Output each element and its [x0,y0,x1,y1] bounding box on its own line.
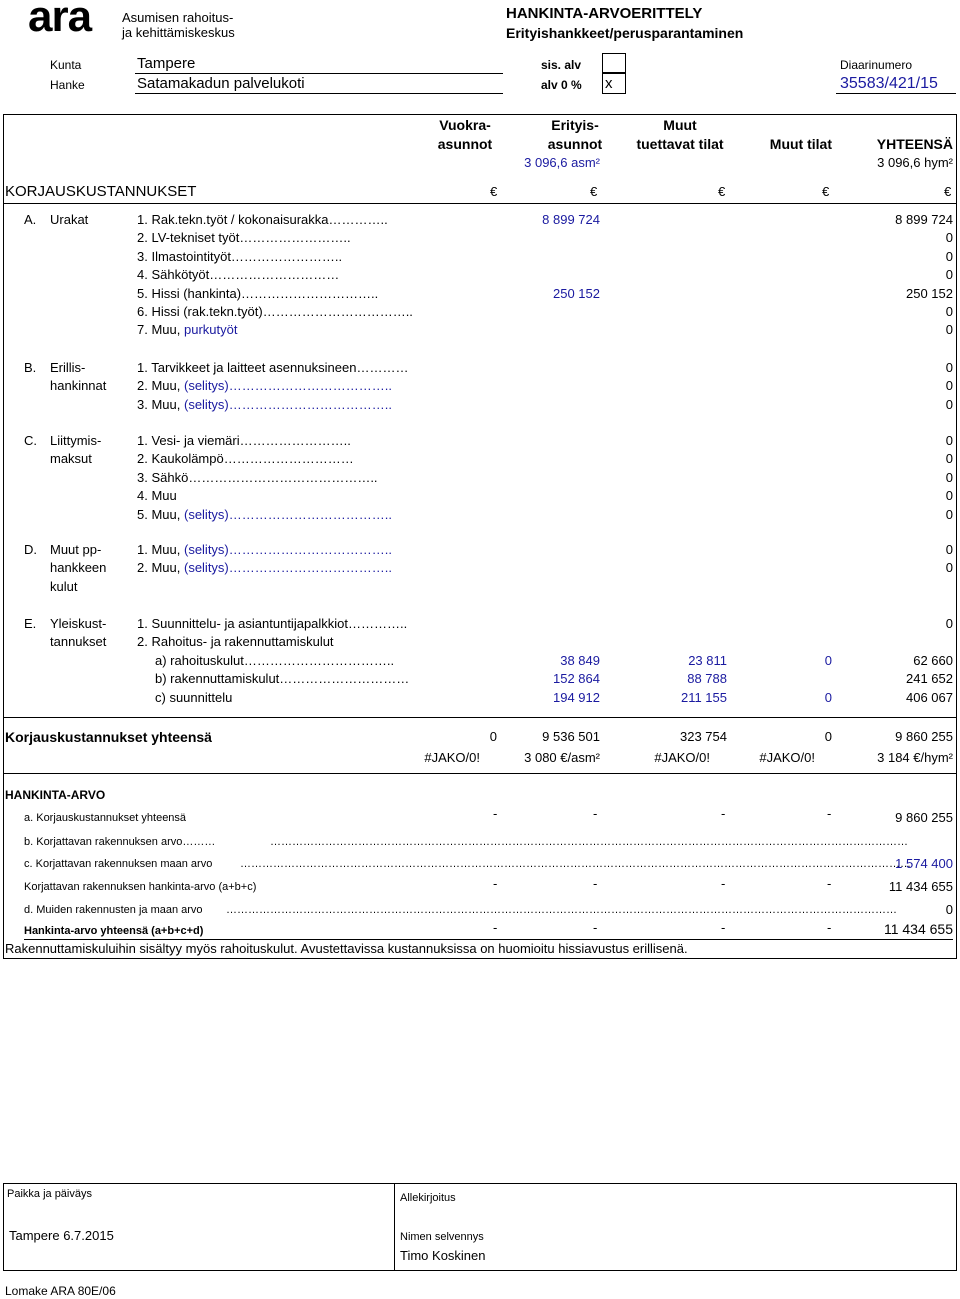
cost-row-text: 2. Kaukolämpö………………………… [137,451,354,467]
cost-cell-tot: 0 [945,248,953,264]
place-value[interactable]: Tampere 6.7.2015 [9,1228,114,1243]
cost-cell-c3: 88 788 [687,671,727,687]
per-area-c3: #JAKO/0! [654,750,710,765]
cost-row-text: 3. Sähkö…………………………………….. [137,469,378,485]
cost-row-explanation[interactable]: (selitys)……………………………….. [183,396,392,412]
cost-row-explanation[interactable]: (selitys)……………………………….. [183,542,392,557]
hankinta-a-dash1: - [493,806,498,821]
cost-cell-tot: 0 [945,560,953,576]
logo-mark: ara [28,0,92,41]
hankinta-sum-dash2: - [593,876,598,891]
hankinta-d-dots: ………………………………………………………………………………………………………………………………………………………………… [226,904,897,916]
cost-cell-tot: 0 [945,360,953,375]
name-value[interactable]: Timo Koskinen [400,1248,486,1263]
cost-cell-c2: 8 899 724 [542,212,600,227]
cost-row-label [155,690,232,705]
group-name: Muut pp- [50,542,102,557]
hankinta-sum-dash4: - [827,876,832,891]
cost-row-text: c) suunnittelu [155,689,233,705]
cost-cell-tot: 241 652 [906,671,953,687]
hankinta-a-dash4: - [827,806,832,821]
cost-row-label [137,378,392,393]
group-code: C. [24,433,37,448]
col-muut-line2: tuettavat tilat [636,136,724,152]
currency-c4: € [822,184,830,199]
cost-cell-tot: 62 660 [913,652,953,668]
kunta-label: Kunta [50,58,82,72]
hankinta-total-dash1: - [493,920,498,935]
col-erityis-header [530,117,620,152]
alv0-label: alv 0 % [541,78,582,92]
sign-label: Allekirjoitus [400,1192,456,1204]
kunta-underline [135,73,503,74]
hankinta-c-dots: ………………………………………………………………………………………………………………………………………………………………… [240,858,911,870]
cost-cell-c2: 250 152 [553,285,600,301]
totals-label: Korjauskustannukset yhteensä [5,729,212,745]
group-name-line2: hankkeen [50,560,107,576]
col-muut-line1: Muut [663,117,697,133]
cost-row-label [137,230,351,245]
cost-cell-tot: 0 [945,451,953,467]
cost-row-label [137,267,339,282]
sis-alv-label: sis. alv [541,58,582,72]
currency-c3: € [718,184,726,199]
group-code: A. [24,212,37,227]
name-label: Nimen selvennys [400,1231,484,1243]
doc-title: HANKINTA-ARVOERITTELY [506,5,703,22]
cost-row-label [137,616,407,631]
kunta-value[interactable]: Tampere [137,55,196,72]
cost-cell-tot: 250 152 [906,285,953,301]
totals-top-rule [3,717,957,718]
cost-cell-tot: 0 [945,433,953,448]
note-text: Rakennuttamiskuluihin sisältyy myös rahoituskulut. Avustettavissa kustannuksissa on huomioitu hissiavustus erillisenä. [5,941,688,956]
group-code: E. [24,616,37,631]
cost-row-text: 1. Vesi- ja viemäri…………………….. [137,433,351,448]
cost-row-explanation[interactable]: purkutyöt [183,322,238,338]
group-name: Urakat [50,212,89,227]
place-label: Paikka ja päiväys [7,1188,92,1200]
cost-row-text: 2. Muu, [137,378,181,394]
hankinta-title: HANKINTA-ARVO [5,788,106,802]
cost-row-text: 1. Muu, [137,542,181,557]
currency-c1: € [490,184,498,199]
hankinta-sum-dash3: - [721,876,726,891]
cost-row-label [137,488,177,503]
col-erityis-area: 3 096,6 asm² [524,155,600,170]
section-title-underline [3,203,957,204]
hankinta-total-dash3: - [721,920,726,935]
logo-org-line2: ja kehittämiskeskus [122,25,235,40]
col-vuokra-header [430,117,500,152]
col-vuokra-line2: asunnot [437,136,493,152]
col-erityis-line2: asunnot [547,136,603,152]
cost-cell-c4: 0 [824,689,832,705]
hankinta-b-label: b. Korjattavan rakennuksen arvo……… [24,836,216,848]
totals-c5: 9 860 255 [895,729,953,744]
col-muut-tilat-header: Muut tilat [769,136,832,152]
cost-row-text: 1. Suunnittelu- ja asiantuntijapalkkiot………….. [137,616,408,631]
cost-cell-tot: 0 [945,378,953,394]
totals-c1: 0 [489,729,497,744]
cost-cell-c4: 0 [824,652,832,668]
cost-cell-tot: 0 [945,469,953,485]
totals-c4: 0 [824,729,832,744]
hankinta-sum-dash1: - [493,876,498,891]
col-erityis-line1: Erityis- [551,117,599,133]
per-area-c1: #JAKO/0! [424,750,480,765]
cost-row-label [137,634,334,649]
cost-row-text: 7. Muu, [137,322,181,338]
cost-cell-tot: 406 067 [906,689,953,705]
diaari-underline [836,93,956,94]
cost-row-label [155,671,409,686]
hankinta-total-value: 11 434 655 [883,921,953,937]
cost-cell-tot: 0 [945,396,953,412]
cost-row-explanation[interactable]: (selitys)……………………………….. [183,506,392,522]
cost-cell-tot: 0 [945,488,953,504]
cost-row-label [137,360,408,375]
cost-cell-tot: 0 [945,322,953,338]
group-name: Erillis- [50,360,86,375]
hanke-label: Hanke [50,78,85,92]
hanke-underline [135,93,503,94]
currency-c2: € [590,184,598,199]
per-area-c4: #JAKO/0! [759,750,815,765]
cost-row-label [137,507,392,522]
hankinta-sum-label: Korjattavan rakennuksen hankinta-arvo (a+b+c) [24,881,257,893]
cost-row-label [137,212,388,227]
hankinta-total-underline [24,939,953,940]
group-name-line2: hankinnat [50,378,107,394]
group-name: Yleiskust- [50,616,107,631]
cost-row-text: 2. Muu, [137,560,181,576]
cost-row-label [155,653,394,668]
cost-row-text: 1. Tarvikkeet ja laitteet asennuksineen………… [137,360,409,375]
signature-divider [394,1183,395,1271]
logo-org-line1: Asumisen rahoitus- [122,10,234,25]
cost-row-label [137,470,378,485]
group-name-line3: kulut [50,578,78,594]
cost-row-label [137,286,378,301]
col-yhteensa-header: YHTEENSÄ [876,136,953,152]
cost-row-text: b) rakennuttamiskulut………………………… [155,671,410,687]
cost-row-text: 3. Muu, [137,396,181,412]
cost-row-text: 2. Rahoitus- ja rakennuttamiskulut [137,634,334,650]
totals-bottom-rule [3,773,957,774]
cost-row-label [137,451,354,466]
group-code: B. [24,360,37,375]
cost-row-text: a) rahoituskulut…………………………….. [155,652,395,668]
hankinta-total-dash2: - [593,920,598,935]
alv0-value: x [605,75,613,92]
alv0-checkbox[interactable] [602,73,626,94]
cost-row-text: 3. Ilmastointityöt…………………….. [137,248,343,264]
cost-row-label [137,322,237,337]
group-code: D. [24,542,37,557]
cost-row-label [137,304,413,319]
cost-row-explanation[interactable]: (selitys)……………………………….. [183,378,392,394]
diaari-value[interactable]: 35583/421/15 [840,75,938,92]
hankinta-a-dash3: - [721,806,726,821]
col-vuokra-line1: Vuokra- [439,117,491,133]
section-title: KORJAUSKUSTANNUKSET [5,183,197,200]
hankinta-b-dots: ………………………………………………………………………………………………………………………………………………………… [270,836,908,848]
cost-row-text: 6. Hissi (rak.tekn.työt)…………………………….. [137,304,413,319]
totals-c2: 9 536 501 [542,729,600,744]
group-name-line2: maksut [50,451,92,467]
cost-cell-tot: 8 899 724 [895,212,953,227]
hankinta-sum-value: 11 434 655 [888,879,953,894]
hankinta-total-dash4: - [827,920,832,935]
cost-cell-c2: 152 864 [553,671,600,687]
group-name: Liittymis- [50,433,102,448]
hankinta-a-value: 9 860 255 [895,810,953,825]
cost-cell-tot: 0 [945,267,953,283]
cost-row-text: 1. Rak.tekn.työt / kokonaisurakka………….. [137,212,388,227]
cost-row-label [137,397,392,412]
cost-row-label [137,249,342,264]
hankinta-c-value: 1 574 400 [895,856,953,871]
cost-cell-tot: 0 [945,230,953,246]
hanke-value[interactable]: Satamakadun palvelukoti [137,75,305,92]
cost-cell-c2: 194 912 [553,689,600,705]
col-muut-tuettavat-header [630,117,730,152]
totals-c3: 323 754 [680,729,727,744]
cost-row-label [137,560,392,575]
hankinta-a-label: a. Korjauskustannukset yhteensä [24,812,187,824]
hankinta-c-label: c. Korjattavan rakennuksen maan arvo [24,858,213,870]
sis-alv-checkbox[interactable] [602,53,626,73]
doc-subtitle: Erityishankkeet/perusparantaminen [506,25,744,41]
cost-cell-tot: 0 [945,506,953,522]
cost-row-text: 2. LV-tekniset työt…………………….. [137,230,351,246]
hankinta-a-dash2: - [593,806,598,821]
cost-row-explanation[interactable]: (selitys)……………………………….. [183,560,392,576]
hankinta-total-label: Hankinta-arvo yhteensä (a+b+c+d) [24,925,204,937]
cost-cell-c3: 23 811 [688,652,727,668]
hankinta-d-label: d. Muiden rakennusten ja maan arvo [24,904,203,916]
per-area-c5: 3 184 €/hym² [877,750,953,765]
cost-row-text: 5. Muu, [137,506,181,522]
cost-row-text: 4. Muu [137,488,177,504]
per-area-c2: 3 080 €/asm² [524,750,600,765]
cost-row-text: 4. Sähkötyöt………………………… [137,267,340,283]
cost-row-text: 5. Hissi (hankinta)………………………….. [137,285,379,301]
cost-cell-tot: 0 [945,304,953,319]
cost-cell-c2: 38 849 [560,652,600,668]
cost-cell-tot: 0 [945,542,953,557]
diaari-label: Diaarinumero [840,58,913,72]
hankinta-d-value: 0 [945,902,953,917]
cost-row-label [137,433,351,448]
col-yhteensa-area: 3 096,6 hym² [877,155,953,170]
cost-row-label [137,542,392,557]
currency-c5: € [944,184,952,199]
cost-cell-c3: 211 155 [680,689,727,705]
cost-cell-tot: 0 [945,616,953,631]
group-name-line2: tannukset [50,634,107,650]
form-footer: Lomake ARA 80E/06 [5,1284,116,1298]
